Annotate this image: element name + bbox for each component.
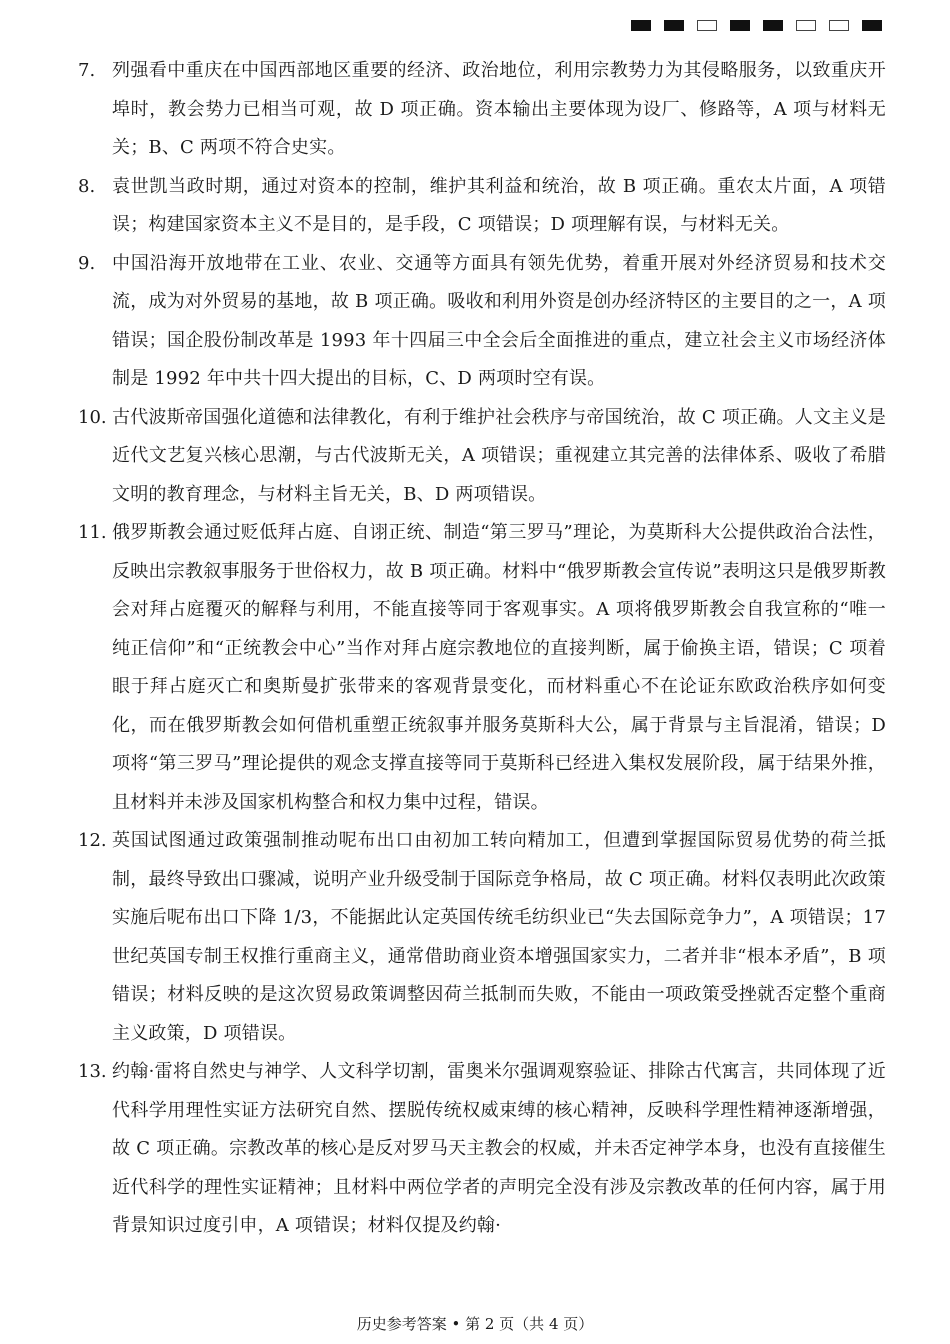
- answer-content: [78, 52, 886, 1246]
- answer-item: [78, 514, 886, 822]
- marker-empty: [796, 20, 816, 31]
- answer-item: [78, 52, 886, 168]
- item-text: 古代波斯帝国强化道德和法律教化，有利于维护社会秩序与帝国统治，故 C 项正确。人文主义是近代文艺复兴核心思潮，与古代波斯无关，A 项错误；重视建立其完善的法律体系、吸收了希腊文明的教育理念，与材料主旨无关，B、D 两项错误。: [112, 406, 886, 505]
- answer-item: [78, 399, 886, 515]
- item-number: 11.: [78, 522, 107, 543]
- item-text: 中国沿海开放地带在工业、农业、交通等方面具有领先优势，着重开展对外经济贸易和技术交流，成为对外贸易的基地，故 B 项正确。吸收和利用外资是创办经济特区的主要目的之一，A 项错误；国企股份制改革是 1993 年十四届三中全会后全面推进的重点，建立社会主义市场经济体制是 1992 年中共十四大提出的目标，C、D 两项时空有误。: [112, 252, 886, 389]
- marker-empty: [697, 20, 717, 31]
- answer-item: [78, 168, 886, 245]
- answer-item: [78, 822, 886, 1053]
- marker-filled: [631, 20, 651, 31]
- item-text: 列强看中重庆在中国西部地区重要的经济、政治地位，利用宗教势力为其侵略服务，以致重庆开埠时，教会势力已相当可观，故 D 项正确。资本输出主要体现为设厂、修路等，A 项与材料无关；B、C 两项不符合史实。: [112, 60, 886, 158]
- item-number: 8.: [78, 175, 96, 197]
- page-footer: 历史参考答案 • 第 2 页（共 4 页）: [356, 1315, 594, 1333]
- page-markers: [631, 20, 882, 31]
- item-number: 13.: [78, 1061, 107, 1082]
- marker-filled: [763, 20, 783, 31]
- item-number: 12.: [78, 830, 107, 851]
- answer-item: [78, 245, 886, 399]
- marker-filled: [862, 20, 882, 31]
- item-text: 俄罗斯教会通过贬低拜占庭、自诩正统、制造“第三罗马”理论，为莫斯科大公提供政治合法性，反映出宗教叙事服务于世俗权力，故 B 项正确。材料中“俄罗斯教会宣传说”表明这只是俄罗斯教会对拜占庭覆灭的解释与利用，不能直接等同于客观事实。A 项将俄罗斯教会自我宣称的“唯一纯正信仰”和“正统教会中心”当作对拜占庭宗教地位的直接判断，属于偷换主语，错误；C 项着眼于拜占庭灭亡和奥斯曼扩张带来的客观背景变化，而材料重心不在论证东欧政治秩序如何变化，而在俄罗斯教会如何借机重塑正统叙事并服务莫斯科大公，属于背景与主旨混淆，错误；D 项将“第三罗马”理论提供的观念支撑直接等同于莫斯科已经进入集权发展阶段，属于结果外推，且材料并未涉及国家机构整合和权力集中过程，错误。: [112, 522, 886, 813]
- item-text: 袁世凯当政时期，通过对资本的控制，维护其利益和统治，故 B 项正确。重农太片面，A 项错误；构建国家资本主义不是目的，是手段，C 项错误；D 项理解有误，与材料无关。: [112, 175, 886, 235]
- marker-empty: [829, 20, 849, 31]
- item-number: 10.: [78, 406, 107, 428]
- item-text: 英国试图通过政策强制推动呢布出口由初加工转向精加工，但遭到掌握国际贸易优势的荷兰抵制，最终导致出口骤减，说明产业升级受制于国际竞争格局，故 C 项正确。材料仅表明此次政策实施后呢布出口下降 1/3，不能据此认定英国传统毛纺织业已“失去国际竞争力”，A 项错误；17 世纪英国专制王权推行重商主义，通常借助商业资本增强国家实力，二者并非“根本矛盾”，B 项错误；材料反映的是这次贸易政策调整因荷兰抵制而失败，不能由一项政策受挫就否定整个重商主义政策，D 项错误。: [112, 830, 886, 1044]
- item-number: 7.: [78, 60, 96, 81]
- marker-filled: [730, 20, 750, 31]
- item-number: 9.: [78, 252, 96, 274]
- answer-item: [78, 1053, 886, 1246]
- marker-filled: [664, 20, 684, 31]
- item-text: 约翰·雷将自然史与神学、人文科学切割，雷奥米尔强调观察验证、排除古代寓言，共同体现了近代科学用理性实证方法研究自然、摆脱传统权威束缚的核心精神，反映科学理性精神逐渐增强，故 C 项正确。宗教改革的核心是反对罗马天主教会的权威，并未否定神学本身，也没有直接催生近代科学的理性实证精神；且材料中两位学者的声明完全没有涉及宗教改革的任何内容，属于用背景知识过度引申，A 项错误；材料仅提及约翰·: [112, 1061, 886, 1236]
